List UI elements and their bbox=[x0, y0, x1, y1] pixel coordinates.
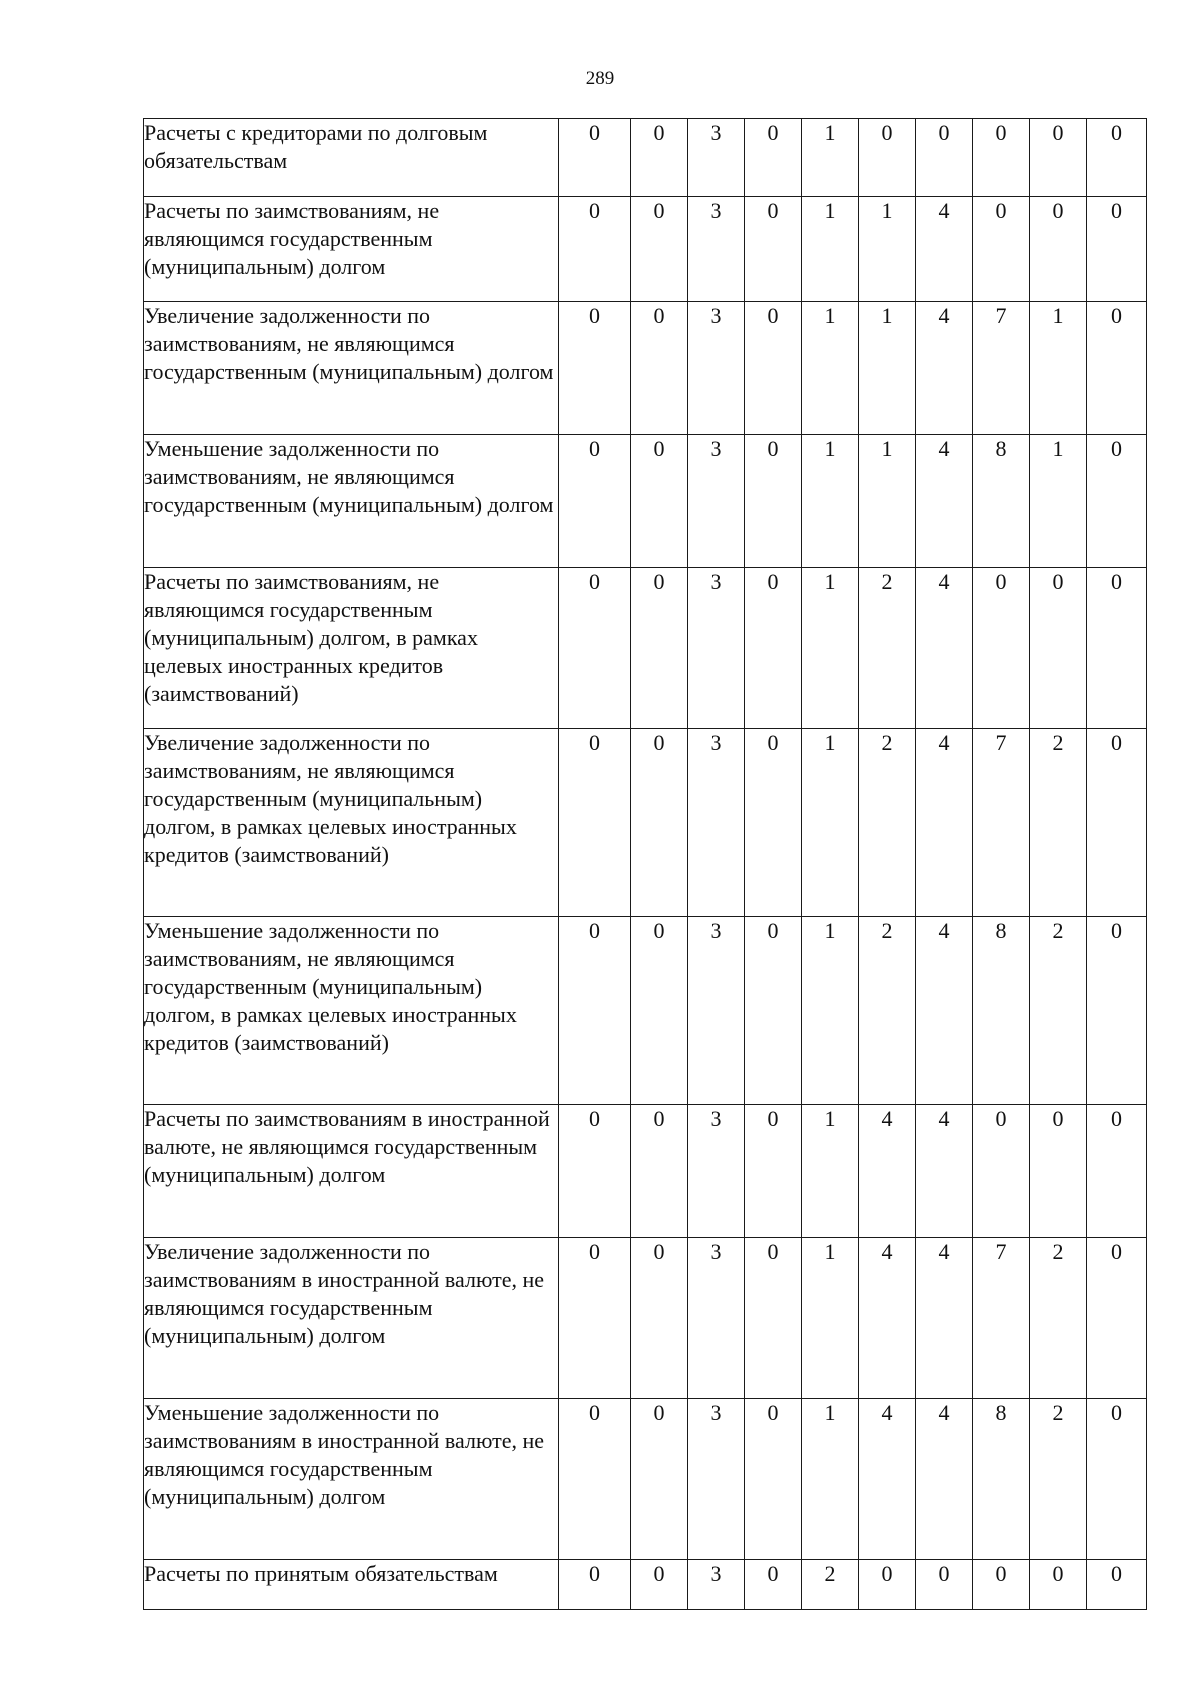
code-digit: 1 bbox=[859, 197, 916, 302]
code-digit: 3 bbox=[688, 917, 745, 1105]
code-digit: 7 bbox=[973, 302, 1030, 435]
code-digit: 0 bbox=[1030, 1105, 1087, 1238]
code-digit: 1 bbox=[802, 1238, 859, 1399]
code-digit: 0 bbox=[631, 917, 688, 1105]
code-digit: 8 bbox=[973, 917, 1030, 1105]
code-digit: 1 bbox=[802, 197, 859, 302]
table-row bbox=[144, 1560, 1147, 1610]
code-digit: 3 bbox=[688, 119, 745, 197]
code-digit: 2 bbox=[1030, 1238, 1087, 1399]
code-digit: 3 bbox=[688, 1105, 745, 1238]
code-digit: 0 bbox=[973, 1560, 1030, 1610]
code-digit: 2 bbox=[859, 568, 916, 729]
code-digit: 0 bbox=[745, 119, 802, 197]
code-digit: 2 bbox=[802, 1560, 859, 1610]
code-digit: 4 bbox=[916, 435, 973, 568]
code-digit: 0 bbox=[631, 729, 688, 917]
code-digit: 4 bbox=[916, 1399, 973, 1560]
code-digit: 0 bbox=[1087, 1105, 1147, 1238]
code-digit: 2 bbox=[1030, 917, 1087, 1105]
code-digit: 0 bbox=[559, 119, 631, 197]
code-digit: 4 bbox=[916, 1238, 973, 1399]
code-digit: 0 bbox=[1087, 197, 1147, 302]
code-digit: 8 bbox=[973, 435, 1030, 568]
code-digit: 4 bbox=[916, 197, 973, 302]
code-digit: 1 bbox=[802, 119, 859, 197]
code-digit: 0 bbox=[559, 1560, 631, 1610]
code-digit: 3 bbox=[688, 1238, 745, 1399]
code-digit: 0 bbox=[745, 435, 802, 568]
code-digit: 0 bbox=[559, 1105, 631, 1238]
code-digit: 0 bbox=[859, 1560, 916, 1610]
code-digit: 1 bbox=[802, 1399, 859, 1560]
code-digit: 1 bbox=[859, 435, 916, 568]
code-digit: 4 bbox=[916, 729, 973, 917]
code-digit: 0 bbox=[745, 1238, 802, 1399]
account-description: Расчеты с кредиторами по долговым обязательствам bbox=[144, 119, 559, 197]
table-row bbox=[144, 197, 1147, 302]
table-row bbox=[144, 729, 1147, 917]
code-digit: 0 bbox=[745, 729, 802, 917]
code-digit: 0 bbox=[973, 197, 1030, 302]
code-digit: 7 bbox=[973, 1238, 1030, 1399]
code-digit: 0 bbox=[631, 1560, 688, 1610]
code-digit: 0 bbox=[1087, 917, 1147, 1105]
code-digit: 1 bbox=[802, 917, 859, 1105]
table-row bbox=[144, 435, 1147, 568]
account-description: Расчеты по заимствованиям, не являющимся государственным (муниципальным) долгом bbox=[144, 197, 559, 302]
table-row bbox=[144, 568, 1147, 729]
code-digit: 4 bbox=[916, 1105, 973, 1238]
code-digit: 1 bbox=[859, 302, 916, 435]
code-digit: 1 bbox=[802, 568, 859, 729]
code-digit: 0 bbox=[916, 1560, 973, 1610]
code-digit: 3 bbox=[688, 435, 745, 568]
code-digit: 0 bbox=[631, 1399, 688, 1560]
code-digit: 3 bbox=[688, 1399, 745, 1560]
account-description: Увеличение задолженности по заимствованиям в иностранной валюте, не являющимся государственным (муниципальным) долгом bbox=[144, 1238, 559, 1399]
code-digit: 4 bbox=[916, 917, 973, 1105]
code-digit: 8 bbox=[973, 1399, 1030, 1560]
code-digit: 0 bbox=[1087, 568, 1147, 729]
code-digit: 1 bbox=[802, 729, 859, 917]
code-digit: 4 bbox=[916, 568, 973, 729]
code-digit: 3 bbox=[688, 197, 745, 302]
page-number: 289 bbox=[585, 68, 615, 89]
table-row bbox=[144, 1399, 1147, 1560]
code-digit: 4 bbox=[916, 302, 973, 435]
code-digit: 0 bbox=[859, 119, 916, 197]
table-row bbox=[144, 1105, 1147, 1238]
code-digit: 0 bbox=[631, 197, 688, 302]
code-digit: 0 bbox=[631, 435, 688, 568]
code-digit: 4 bbox=[859, 1399, 916, 1560]
code-digit: 0 bbox=[559, 729, 631, 917]
code-digit: 0 bbox=[745, 917, 802, 1105]
code-digit: 3 bbox=[688, 568, 745, 729]
code-digit: 1 bbox=[802, 302, 859, 435]
code-digit: 0 bbox=[559, 568, 631, 729]
code-digit: 0 bbox=[1087, 1399, 1147, 1560]
code-digit: 3 bbox=[688, 302, 745, 435]
accounts-table bbox=[143, 118, 1147, 1610]
code-digit: 0 bbox=[745, 1105, 802, 1238]
code-digit: 0 bbox=[1030, 119, 1087, 197]
code-digit: 2 bbox=[859, 729, 916, 917]
code-digit: 3 bbox=[688, 1560, 745, 1610]
code-digit: 3 bbox=[688, 729, 745, 917]
code-digit: 1 bbox=[1030, 435, 1087, 568]
code-digit: 4 bbox=[859, 1238, 916, 1399]
code-digit: 0 bbox=[1087, 1238, 1147, 1399]
account-description: Уменьшение задолженности по заимствованиям, не являющимся государственным (муниципальным) долгом bbox=[144, 435, 559, 568]
code-digit: 0 bbox=[631, 119, 688, 197]
code-digit: 0 bbox=[745, 1399, 802, 1560]
code-digit: 0 bbox=[745, 302, 802, 435]
code-digit: 1 bbox=[802, 435, 859, 568]
code-digit: 0 bbox=[559, 1238, 631, 1399]
code-digit: 0 bbox=[1030, 1560, 1087, 1610]
code-digit: 0 bbox=[1030, 568, 1087, 729]
code-digit: 0 bbox=[1030, 197, 1087, 302]
code-digit: 0 bbox=[631, 302, 688, 435]
code-digit: 0 bbox=[1087, 435, 1147, 568]
table-row bbox=[144, 302, 1147, 435]
code-digit: 0 bbox=[745, 568, 802, 729]
code-digit: 0 bbox=[559, 197, 631, 302]
code-digit: 7 bbox=[973, 729, 1030, 917]
table-row bbox=[144, 1238, 1147, 1399]
account-description: Расчеты по принятым обязательствам bbox=[144, 1560, 559, 1610]
account-description: Уменьшение задолженности по заимствованиям, не являющимся государственным (муниципальным) долгом, в рамках целевых иностранных кредитов (заимствований) bbox=[144, 917, 559, 1105]
account-description: Увеличение задолженности по заимствованиям, не являющимся государственным (муниципальным) долгом bbox=[144, 302, 559, 435]
code-digit: 0 bbox=[973, 568, 1030, 729]
code-digit: 0 bbox=[745, 1560, 802, 1610]
code-digit: 4 bbox=[859, 1105, 916, 1238]
code-digit: 0 bbox=[1087, 729, 1147, 917]
code-digit: 0 bbox=[559, 435, 631, 568]
code-digit: 0 bbox=[631, 1105, 688, 1238]
code-digit: 0 bbox=[1087, 119, 1147, 197]
account-description: Расчеты по заимствованиям в иностранной валюте, не являющимся государственным (муниципальным) долгом bbox=[144, 1105, 559, 1238]
code-digit: 2 bbox=[859, 917, 916, 1105]
code-digit: 1 bbox=[1030, 302, 1087, 435]
account-description: Уменьшение задолженности по заимствованиям в иностранной валюте, не являющимся государственным (муниципальным) долгом bbox=[144, 1399, 559, 1560]
code-digit: 0 bbox=[559, 1399, 631, 1560]
account-description: Расчеты по заимствованиям, не являющимся государственным (муниципальным) долгом, в рамках целевых иностранных кредитов (заимствований) bbox=[144, 568, 559, 729]
code-digit: 0 bbox=[973, 119, 1030, 197]
code-digit: 0 bbox=[1087, 302, 1147, 435]
code-digit: 0 bbox=[631, 1238, 688, 1399]
code-digit: 1 bbox=[802, 1105, 859, 1238]
code-digit: 0 bbox=[559, 302, 631, 435]
code-digit: 0 bbox=[973, 1105, 1030, 1238]
code-digit: 0 bbox=[745, 197, 802, 302]
table-row bbox=[144, 917, 1147, 1105]
code-digit: 0 bbox=[631, 568, 688, 729]
code-digit: 0 bbox=[1087, 1560, 1147, 1610]
code-digit: 0 bbox=[916, 119, 973, 197]
code-digit: 2 bbox=[1030, 729, 1087, 917]
table-row bbox=[144, 119, 1147, 197]
code-digit: 0 bbox=[559, 917, 631, 1105]
account-description: Увеличение задолженности по заимствованиям, не являющимся государственным (муниципальным) долгом, в рамках целевых иностранных кредитов (заимствований) bbox=[144, 729, 559, 917]
code-digit: 2 bbox=[1030, 1399, 1087, 1560]
